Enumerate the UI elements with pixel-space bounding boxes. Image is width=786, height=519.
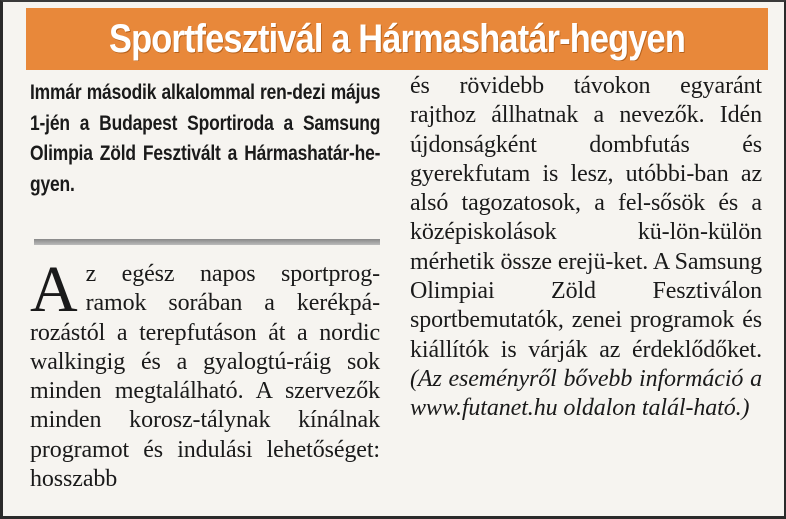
section-divider: [34, 239, 380, 245]
article-headline: Sportfesztivál a Hármashatár-hegyen: [109, 17, 685, 61]
info-note: (Az eseményről bővebb információ a www.futanet.hu oldalon talál-ható.): [410, 365, 762, 422]
article-lead: Immár második alkalommal ren-dezi május 1-jén a Budapest Sportiroda a Samsung Olimpia Zöld Fesztivált a Hármashatár-he-gyen.: [30, 81, 381, 196]
headline-bar: [26, 8, 768, 70]
body-right-paragraph: [410, 72, 762, 424]
body-left-column: [30, 253, 380, 494]
right-column: [410, 72, 762, 424]
body-left-text: z egész napos sportprog-ramok sorában a kerékpá-rozástól a terepfutáson át a nordic walkingig és a gyalogtú-ráig sok minden megtalálható. A szervezők minden korosz-tálynak kínálnak programot és indulási lehetőséget: hosszabb: [30, 261, 380, 493]
body-right-text: és rövidebb távokon egyaránt rajthoz állhatnak a nevezők. Idén újdonságként dombfutás és gyerekfutam is lesz, utóbbi-ban az alsó tagozatosok, a fel-sősök és a középiskolások kü-lön-külön mérhetik össze erejü-ket. A Samsung Olimpiai Zöld Fesztiválon sportbemutatók, zenei programok és kiállítók is várják az érdeklődőket.: [410, 73, 762, 363]
drop-cap: A: [30, 253, 78, 326]
body-left-paragraph: [30, 253, 380, 494]
left-column: [30, 78, 382, 200]
